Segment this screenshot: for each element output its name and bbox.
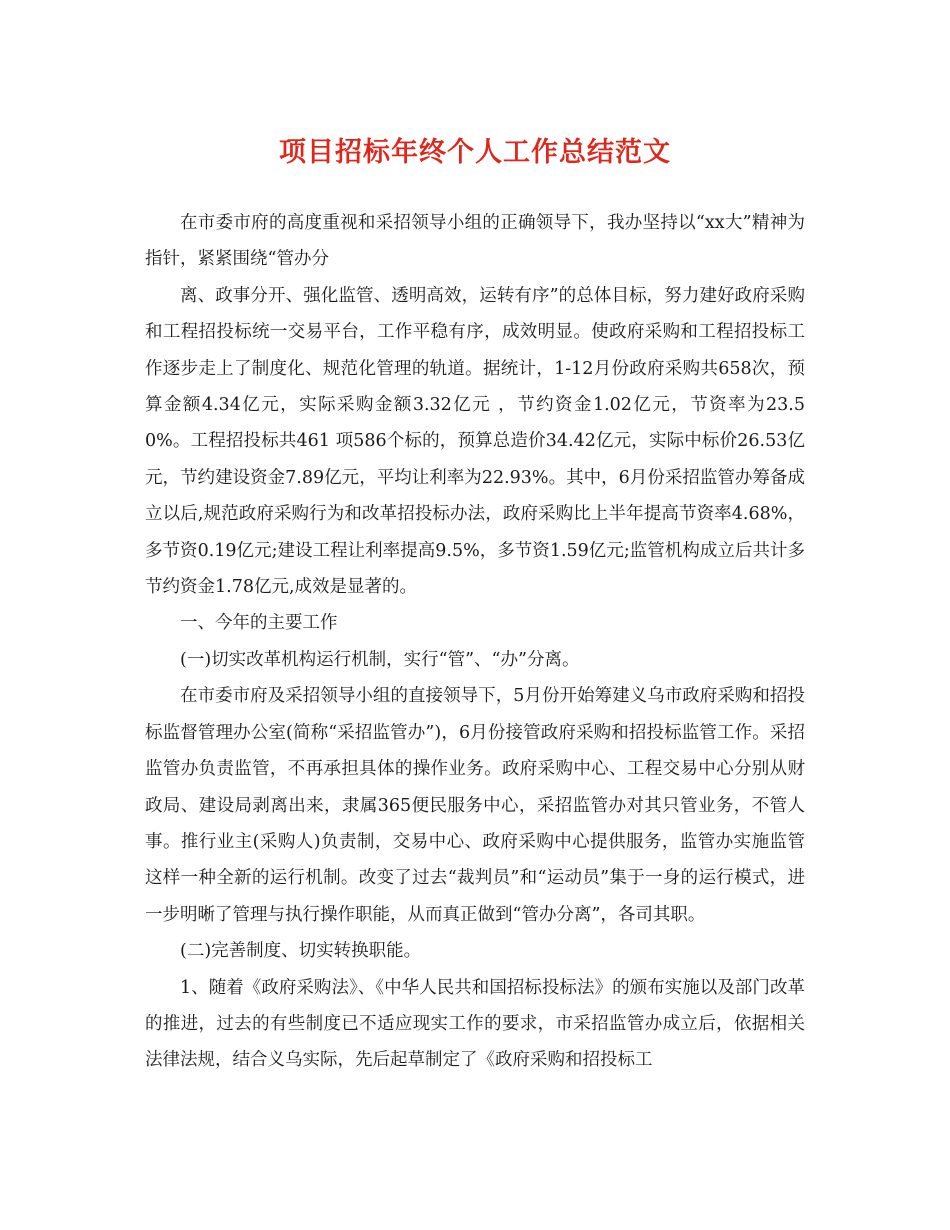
document-title: 项目招标年终个人工作总结范文 — [279, 137, 671, 168]
paragraph-mechanism: 在市委市府及采招领导小组的直接领导下，5月份开始筹建义乌市政府采购和招投标监督管理办公室(简称“采招监管办”)，6月份接管政府采购和招投标监管工作。采招监管办负责监管，不再承担具体的操作业务。政府采购中心、工程交易中心分别从财政局、建设局剥离出来，隶属365便民服务中心，采招监管办对其只管业务，不管人事。推行业主(采购人)负责制，交易中心、政府采购中心提供服务，监管办实施监管这样一种全新的运行机制。改变了过去“裁判员”和“运动员”集于一身的运行模式，进一步明晰了管理与执行操作职能，从而真正做到“管办分离”，各司其职。 — [145, 686, 805, 925]
subsection-heading-1: (一)切实改革机构运行机制，实行“管”、“办”分离。 — [180, 649, 580, 670]
subsection-heading-2: (二)完善制度、切实转换职能。 — [180, 941, 422, 962]
paragraph-summary: 离、政事分开、强化监管、透明高效，运转有序”的总体目标，努力建好政府采购和工程招投标统一交易平台，工作平稳有序，成效明显。使政府采购和工程招投标工作逐步走上了制度化、规范化管理的轨道。据统计，1-12月份政府采购共658次，预算金额4.34亿元，实际采购金额3.32亿元 ，节约资金1.02亿元，节资率为23.50%。工程招投标共461 项586个标的，预算总造价34.42亿元，实际中标价26.53亿元，节约建设资金7.89亿元，平均让利率为22.93%。其中，6月份采招监管办筹备成立以后,规范政府采购行为和改革招投标办法，政府采购比上半年提高节资率4.68%，多节资0.19亿元;建设工程让利率提高9.5%，多节资1.59亿元;监管机构成立后共计多节约资金1.78亿元,成效是显著的。 — [145, 285, 805, 598]
paragraph-regulations: 1、随着《政府采购法》、《中华人民共和国招标投标法》的颁布实施以及部门改革的推进，过去的有些制度已不适应现实工作的要求，市采招监管办成立后，依据相关法律法规，结合义乌实际，先后起草制定了《政府采购和招投标工 — [145, 977, 805, 1071]
section-heading-main-work: 一、今年的主要工作 — [180, 613, 338, 634]
paragraph-intro: 在市委市府的高度重视和采招领导小组的正确领导下，我办坚持以“xx大”精神为指针，紧紧围绕“管办分 — [145, 213, 805, 270]
document-body — [145, 205, 805, 1079]
